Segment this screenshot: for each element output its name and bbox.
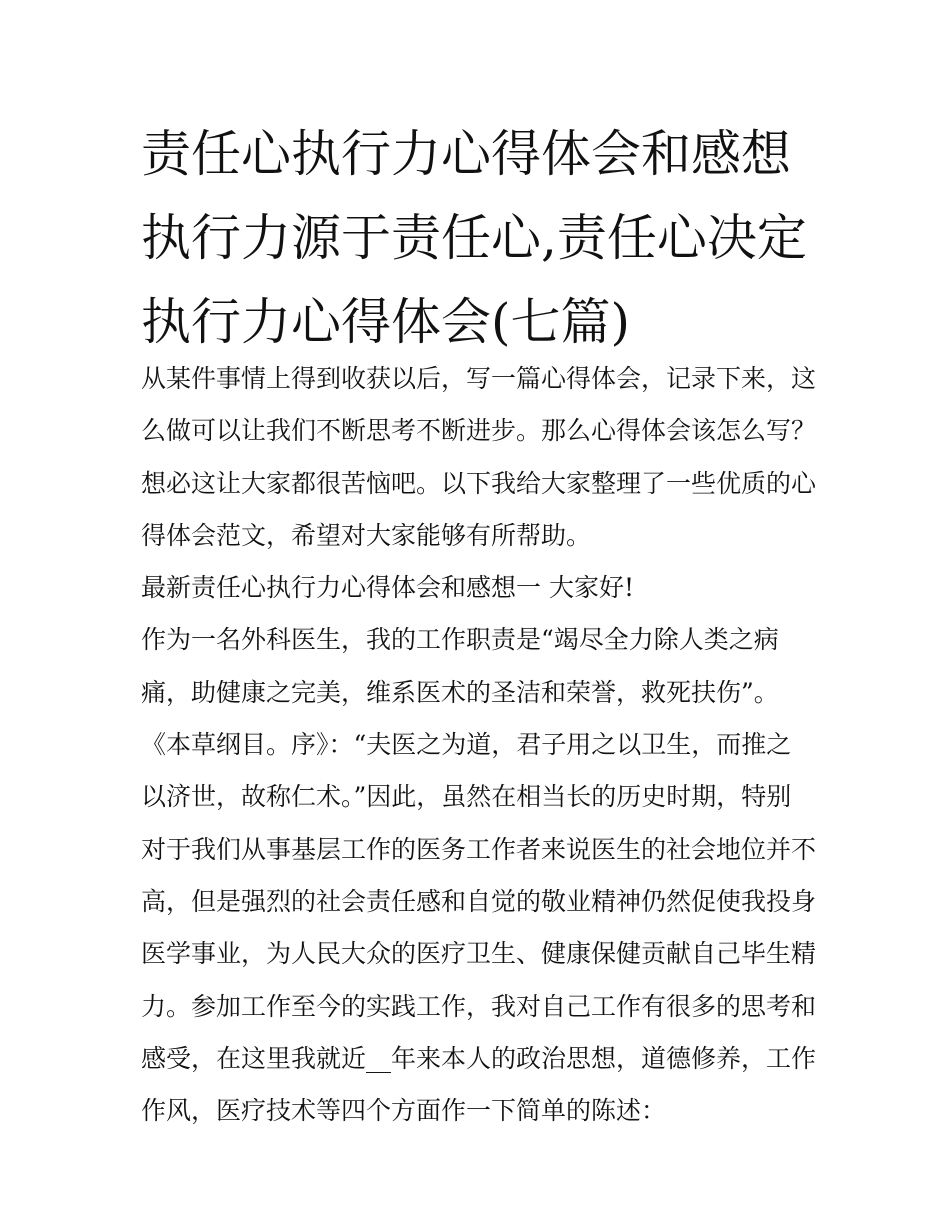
body-line: 《本草纲目。序》：“夫医之为道，君子用之以卫生，而推之	[141, 730, 792, 760]
body-line: 想必这让大家都很苦恼吧。以下我给大家整理了一些优质的心	[141, 468, 817, 498]
body-line: 对于我们从事基层工作的医务工作者来说医生的社会地位并不	[141, 834, 817, 864]
body-line: 感受，在这里我就近__年来本人的政治思想，道德修养，工作	[141, 1043, 817, 1073]
body-line: 从某件事情上得到收获以后，写一篇心得体会，记录下来，这	[141, 364, 817, 393]
title-line: 执行力源于责任心,责任心决定	[141, 209, 807, 267]
body-line: 么做可以让我们不断思考不断进步。那么心得体会该怎么写？	[141, 416, 817, 446]
title-line: 执行力心得体会(七篇)	[141, 293, 631, 351]
body-line: 高，但是强烈的社会责任感和自觉的敬业精神仍然促使我投身	[141, 886, 817, 916]
body-line: 医学事业，为人民大众的医疗卫生、健康保健贡献自己毕生精	[141, 939, 817, 969]
section-heading-line: 最新责任心执行力心得体会和感想一 大家好!	[141, 573, 634, 603]
body-line: 得体会范文，希望对大家能够有所帮助。	[141, 520, 592, 550]
title-line: 责任心执行力心得体会和感想	[141, 125, 791, 183]
body-line: 力。参加工作至今的实践工作，我对自己工作有很多的思考和	[141, 991, 817, 1021]
body-line: 作风，医疗技术等四个方面作一下简单的陈述：	[141, 1096, 667, 1126]
body-line: 痛，助健康之完美，维系医术的圣洁和荣誉，救死扶伤”。	[141, 677, 779, 707]
document-title	[141, 112, 821, 364]
document-body	[141, 353, 821, 1137]
body-line: 作为一名外科医生，我的工作职责是“竭尽全力除人类之病	[141, 625, 779, 655]
body-line: 以济世，故称仁术。”因此，虽然在相当长的历史时期，特别	[141, 782, 792, 812]
